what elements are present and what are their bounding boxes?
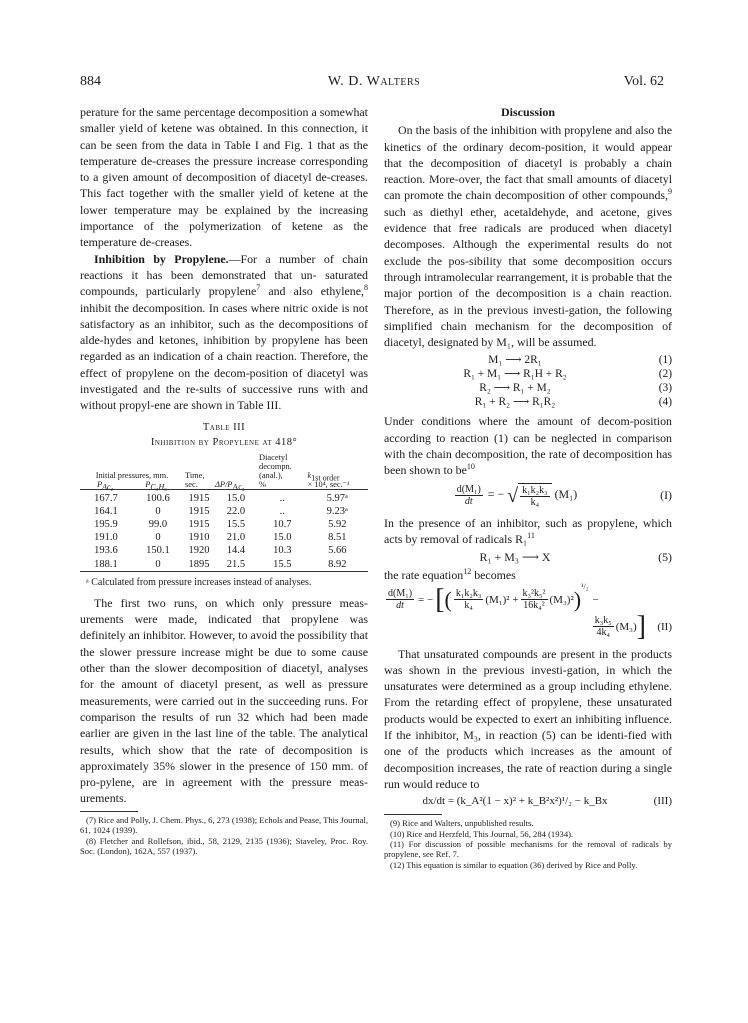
volume-number: Vol. 62 bbox=[623, 74, 664, 89]
section-heading-inhibition: Inhibition by Propylene. bbox=[94, 251, 229, 266]
equation-III: dx/dt = (k_A²(1 − x)² + k_B²x²)¹/₂ − k_Bx (III) bbox=[422, 795, 672, 808]
paragraph-discussion: On the basis of the inhibition with propylene and also the kinetics of the ordinary decom-position, it would appear that the decomposition of diacetyl is probably a chain reaction. More-over, the fact that small amounts of diacetyl can promote the chain decomposition of other compounds,$^9$ such as diethyl ether, acetaldehyde, and acetone, gives evidence that free radicals are produced when diacetyl decomposes. Although the experimental results do not exclude the pos-sibility that some decomposition occurs through intramolecular rearrangement, it is probable that the major portion of the decomposition is a chain reaction. Therefore, as in the previous investi-gation, the following simplified chain mechanism for the decomposition of diacetyl, designated by M₁, will be assumed. bbox=[384, 123, 673, 350]
paragraph-inhibitor: In the presence of an inhibitor, such as propylene, which acts by removal of radicals R₁$^{11}$ bbox=[384, 515, 672, 546]
page-number: 884 bbox=[80, 74, 101, 89]
table-title: Inhibition by Propylene at 418° bbox=[150, 436, 298, 448]
left-column bbox=[80, 104, 368, 856]
table-row: 191.0 0 1910 21.0 15.0 8.51 bbox=[94, 532, 347, 544]
footnote-rule bbox=[80, 811, 138, 812]
footnotes-right bbox=[384, 818, 672, 870]
table-row: 167.7 100.6 1915 15.0 .. 5.97ᵃ bbox=[94, 492, 348, 504]
section-heading-discussion: Discussion bbox=[500, 105, 556, 119]
footnote-11: (11) For discussion of possible mechanisms for the removal of radicals by propylene, see Ref. 7. bbox=[384, 839, 672, 860]
equation-II: $\frac{\text{d(M₁)}}{dt}$ = − [ ( $\frac{\text{k₁k₂k₃}}{\text{k₄}}$ (M₁)² + $\frac{\text{k₃²k₅²}}{\text{16k₄²}}$ (M₃)² ) ¹/₂ − $\frac{\text{k₃k₅}}{\text{4k₄}}$ (M₃) ] (II) bbox=[388, 581, 672, 642]
footnote-8: (8) Fletcher and Rollefson, ibid., 58, 2129, 2135 (1936); Staveley, Proc. Roy. Soc. (London), 162A, 557 (1937). bbox=[80, 835, 368, 856]
footnotes-left bbox=[80, 815, 368, 857]
paragraph-unsaturated: That unsaturated compounds are present in the products was shown in the previous investi-gation, in which the unsaturates were determined as a group including ethylene. From the retarding effect of propylene, these unsaturated products would be expected to exert an inhibiting influence. If the inhibitor, M₃, in reaction (5) can be identi-fied with one of the products which increases as the amount of decomposition increases, the rate of reaction during a single run would reduce to bbox=[384, 646, 673, 791]
equation-5: R₁ + M₃ ⟶ X (5) bbox=[479, 550, 672, 565]
table-iii bbox=[80, 453, 368, 574]
table-row: 164.1 0 1915 22.0 .. 9.23ᵃ bbox=[94, 505, 348, 517]
table-header-row: Initial pressures, mm. $P_{Ac_2}$ $P_{C_3H_6}$ Time, sec. $\Delta P/P_{Ac_2}$ Diacetyl decompn. (anal.), % $k_{1st order}$ × 10⁴, sec.⁻¹ bbox=[95, 452, 350, 492]
paragraph-inhibition: Inhibition by Propylene.—For a number of chain reactions it has been demonstrated that un- saturated compounds, particularly propylene$^7$ and also ethylene,$^8$ inhibit the decomposition. In cases where nitric oxide is not satisfactory as an inhibitor, such as the decompositions of alde-hydes and ketones, inhibition by propylene has been regarded as an indication of a chain reaction. Therefore, the effect of propylene on the decom-position of diacetyl was investigated and the re-sults of successive runs with and without propyl-ene are shown in Table III. bbox=[80, 251, 368, 413]
paragraph-runs: The first two runs, on which only pressure meas-urements were made, indicated that propylene was definitely an inhibitor. However, to avoid the possibility that the slower pressure increase might be due to some cause other than the slower decomposition of diacetyl, analyses for the amount of diacetyl present, as well as pressure measurements, were carried out in the succeeding runs. For comparison the results of run 32 which had been made earlier are given in the last line of the table. The analytical results, which show that the rate of decomposition is approximately 35% slower in the presence of 150 mm. of pro-pylene, are in agreement with the pressure meas-urements. bbox=[80, 595, 368, 806]
right-column bbox=[384, 104, 672, 870]
paragraph-temperature: perature for the same percentage decomposition a somewhat smaller yield of ketene was obtained. In this connection, it can be seen from the data in Table I and Fig. 1 that as the temperature de-creases the pressure increase corresponding to a given amount of decomposition of diacetyl de-creases. This fact together with the smaller yield of ketene at the lower temperature may be explained by the increasing importance of the polymerization of ketene as the temperature de-creases. bbox=[80, 105, 369, 250]
equation-2: R₁ + M₁ ⟶ R₁H + R₂ (2) bbox=[463, 368, 672, 381]
table-row: 188.1 0 1895 21.5 15.5 8.92 bbox=[94, 558, 347, 570]
footnote-10: (10) Rice and Herzfeld, This Journal, 56, 284 (1934). bbox=[390, 828, 574, 839]
mechanism-equations bbox=[384, 353, 672, 409]
equation-I: $\frac{\text{d(M₁)}}{dt}$ = − √ $\frac{\text{k₁k₂k₃}}{\text{k₄}}$ (M₁) (I) bbox=[456, 484, 672, 509]
paragraph-rate-equation: the rate equation$^{12}$ becomes bbox=[384, 567, 516, 583]
footnote-9: (9) Rice and Walters, unpublished results. bbox=[390, 818, 534, 829]
table-label: Table III bbox=[202, 421, 246, 433]
footnote-7: (7) Rice and Polly, J. Chem. Phys., 6, 273 (1938); Echols and Pease, This Journal, 61, 1024 (1939). bbox=[80, 814, 368, 836]
equation-3: R₂ ⟶ R₁ + M₂ (3) bbox=[479, 382, 672, 395]
table-row: 195.9 99.0 1915 15.5 10.7 5.92 bbox=[94, 519, 347, 531]
running-head-author: W. D. Walters bbox=[327, 74, 421, 89]
footnote-12: (12) This equation is similar to equation (36) derived by Rice and Polly. bbox=[390, 859, 638, 870]
equation-1: M₁ ⟶ 2R₁ (1) bbox=[488, 354, 672, 367]
paragraph-conditions: Under conditions where the amount of decom-position according to reaction (1) can be neglected in comparison with the chain decomposition, the rate of decomposition has been shown to $be^{10}$ bbox=[384, 414, 672, 478]
footnote-rule bbox=[384, 814, 442, 815]
equation-4: R₁ + R₂ ⟶ R₁R₂ (4) bbox=[474, 396, 672, 409]
table-footnote: ᵃ Calculated from pressure increases instead of analyses. bbox=[86, 576, 312, 588]
table-row: 193.6 150.1 1920 14.4 10.3 5.66 bbox=[94, 545, 347, 557]
